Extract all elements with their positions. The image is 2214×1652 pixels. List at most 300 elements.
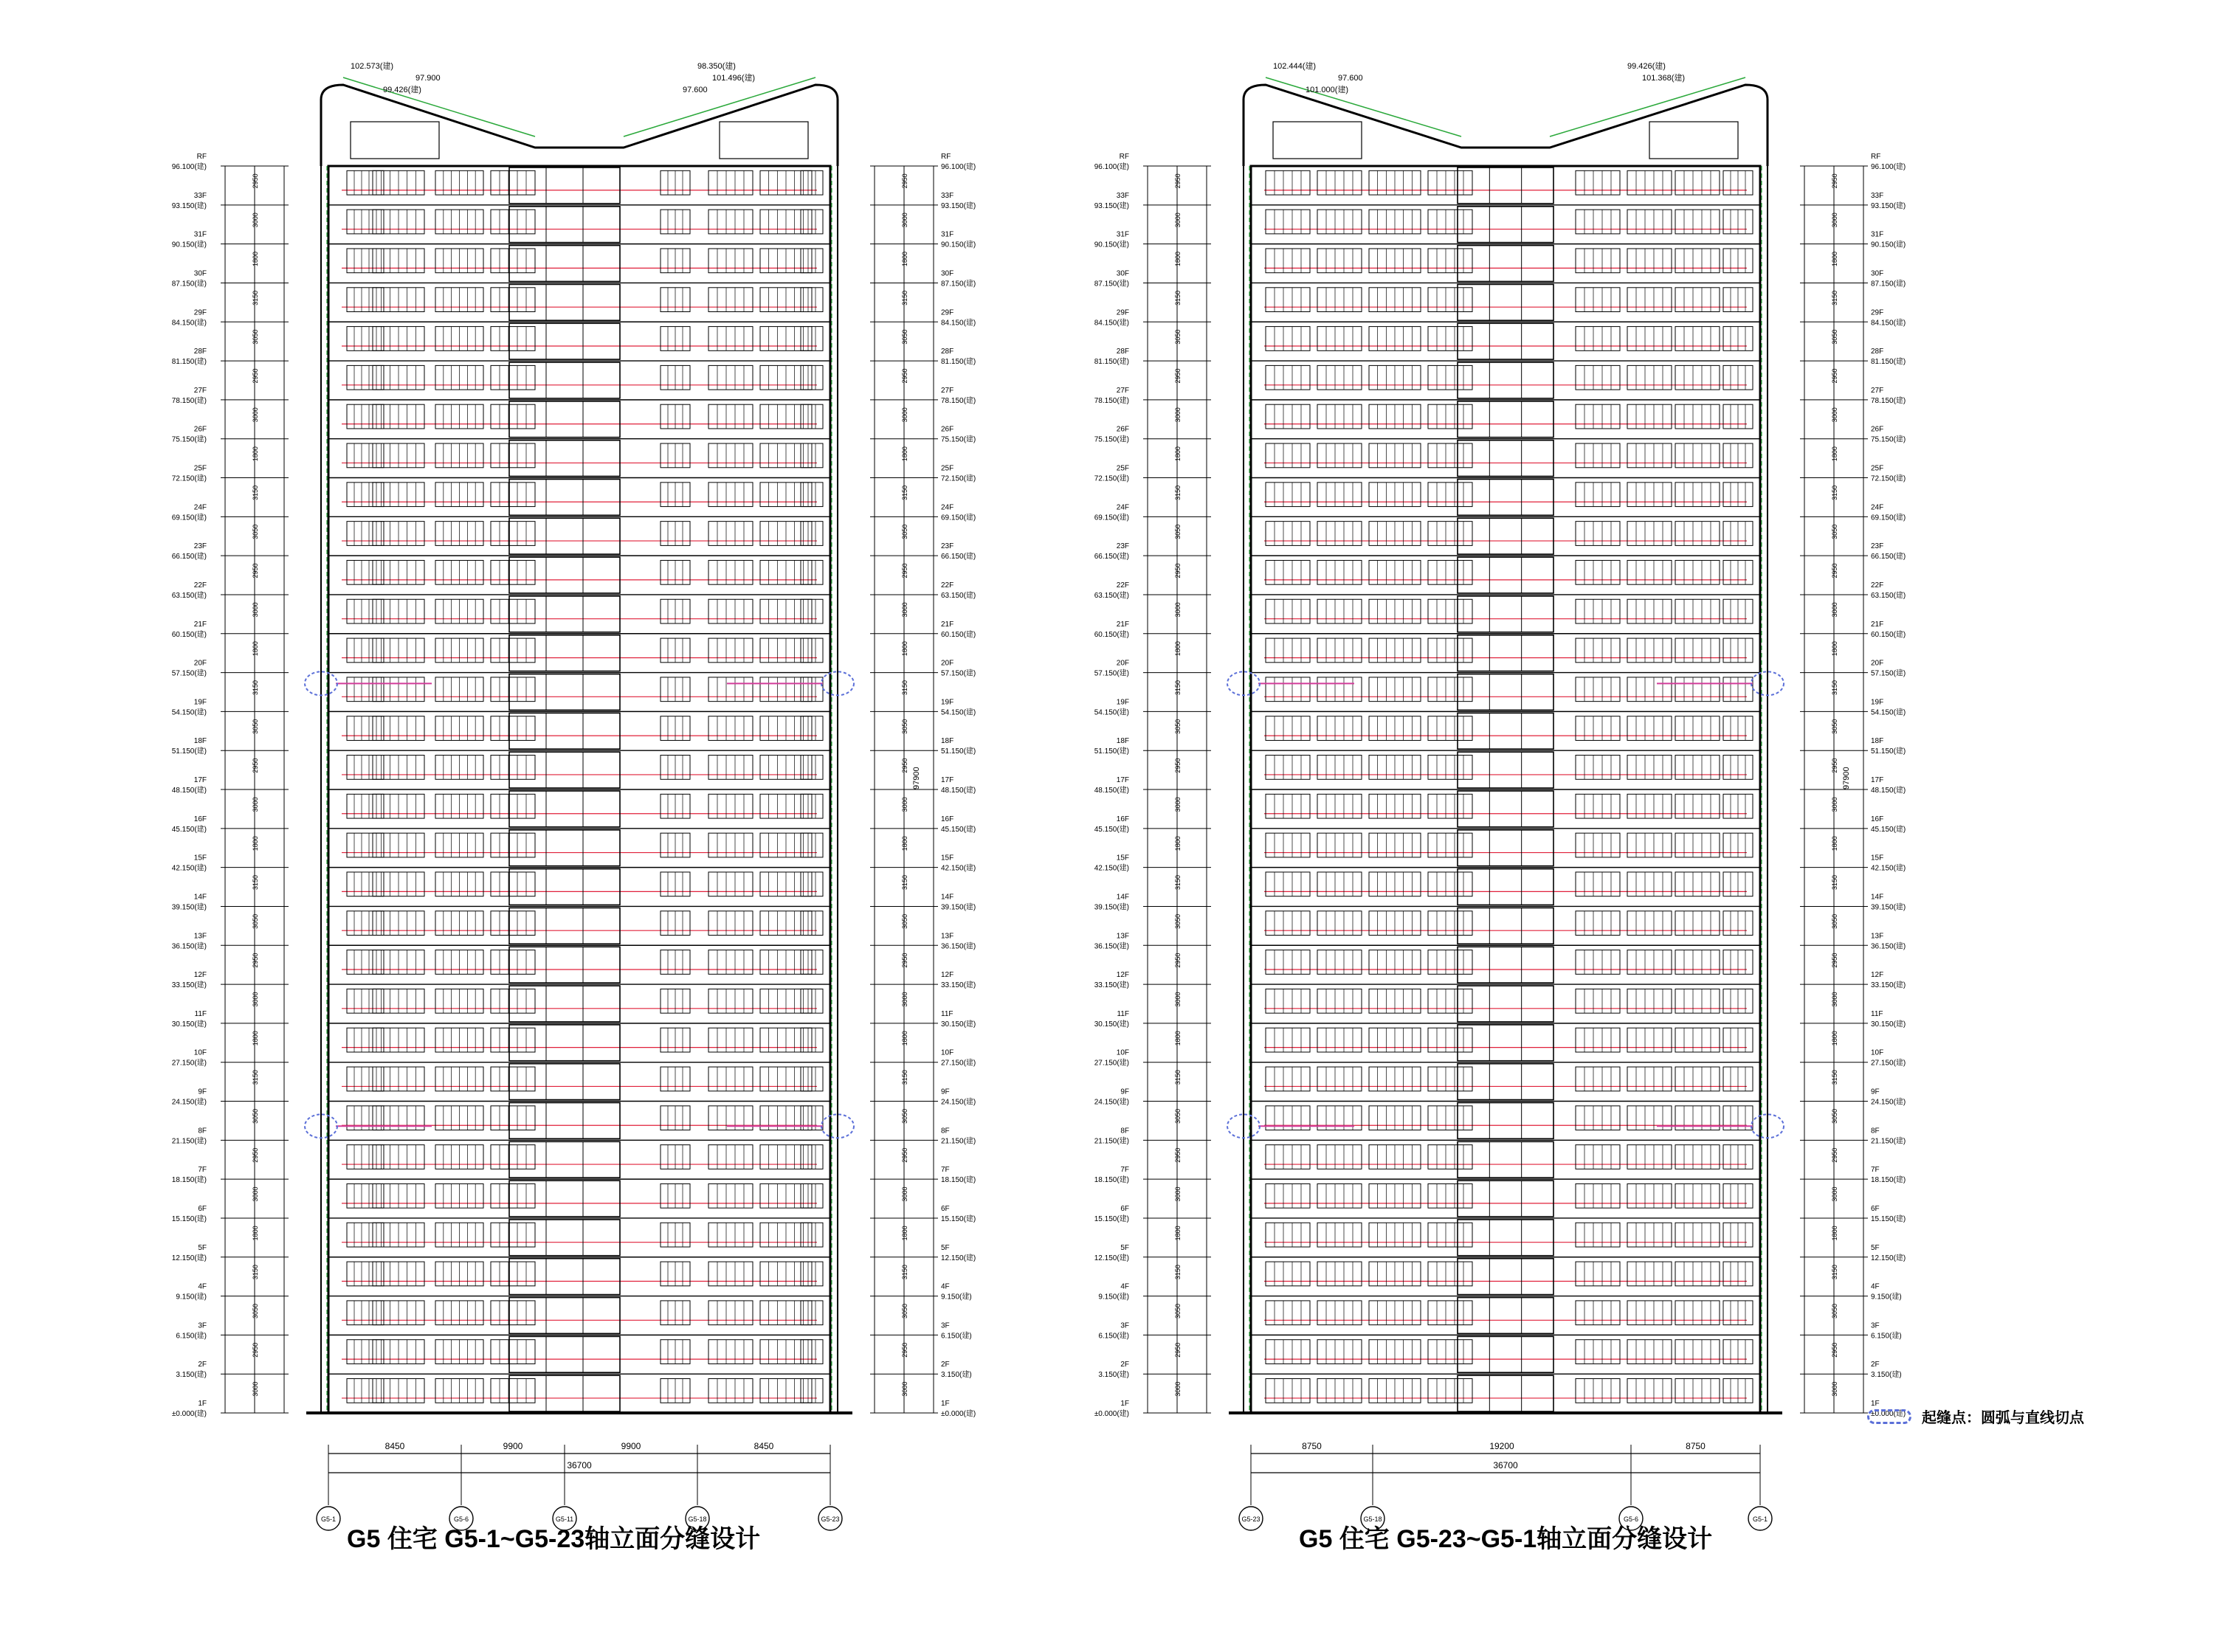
floor-name-label: 22F [941, 581, 954, 590]
roof-level-label: 99.426(建) [1627, 62, 1666, 71]
story-dim-label: 1800 [1174, 836, 1182, 851]
story-dim-label: 3050 [1831, 1303, 1838, 1319]
floor-elevation-label: 21.150(建) [1094, 1137, 1129, 1146]
floor-elevation-label: 21.150(建) [941, 1137, 976, 1146]
story-dim-label: 1800 [1831, 836, 1838, 851]
roof-parapet [321, 85, 838, 166]
story-dim-label: 2950 [252, 173, 259, 189]
window-unit [1675, 677, 1720, 702]
window-unit [491, 1223, 535, 1247]
window-unit [708, 522, 753, 546]
floor-elevation-label: ±0.000(建) [1871, 1410, 1906, 1418]
story-dim-label: 1800 [1831, 252, 1838, 267]
window-unit [491, 911, 535, 936]
story-dim-label: 3000 [1831, 602, 1838, 618]
bay-dim-label: 8450 [384, 1441, 405, 1451]
core-cell [509, 323, 620, 359]
floor-name-label: 8F [1871, 1127, 1880, 1136]
floor-elevation-label: 15.150(建) [171, 1214, 207, 1223]
roof-level-label: 97.900 [415, 74, 441, 83]
window-unit [1675, 716, 1720, 741]
floor-name-label: 6F [941, 1204, 950, 1213]
window-unit [491, 1262, 535, 1286]
floor-elevation-label: 42.150(建) [171, 864, 207, 873]
floor-elevation-label: 81.150(建) [1871, 358, 1906, 367]
window-unit [347, 833, 384, 857]
window-unit [1627, 950, 1672, 975]
window-unit [1428, 443, 1472, 468]
floor-elevation-label: 9.150(建) [941, 1293, 972, 1302]
window-unit [1675, 989, 1720, 1013]
floor-elevation-label: 6.150(建) [1098, 1332, 1129, 1341]
legend-label: 起缝点：圆弧与直线切点 [1922, 1410, 2084, 1426]
story-dim-label: 3000 [252, 992, 259, 1007]
window-unit [347, 443, 384, 468]
window-unit [1317, 443, 1362, 468]
floor-elevation-label: 90.150(建) [1871, 241, 1906, 249]
window-unit [491, 677, 535, 702]
window-unit [1627, 638, 1672, 663]
window-unit [1576, 1067, 1620, 1091]
floor-elevation-label: 63.150(建) [171, 591, 207, 600]
core-cell [509, 908, 620, 944]
floor-name-label: 18F [1871, 737, 1884, 746]
window-unit [1576, 1183, 1620, 1208]
window-unit [1576, 327, 1620, 351]
floor-elevation-label: 93.150(建) [941, 201, 976, 210]
floor-elevation-label: 54.150(建) [171, 708, 207, 717]
legend-dashed-swatch-icon [1867, 1409, 1911, 1424]
floor-elevation-label: 84.150(建) [1094, 319, 1129, 328]
window-unit [1428, 327, 1472, 351]
story-dim-label: 3000 [1831, 407, 1838, 423]
floor-elevation-label: 39.150(建) [1871, 903, 1906, 912]
story-dim-label: 3050 [901, 1108, 908, 1124]
window-unit [708, 1262, 753, 1286]
window-unit [1576, 833, 1620, 857]
window-unit [1428, 872, 1472, 896]
story-dim-label: 2950 [252, 563, 259, 578]
floor-name-label: 24F [1871, 503, 1884, 512]
roof-level-label: 99.426(建) [383, 86, 421, 94]
story-dim-label: 3150 [901, 875, 908, 891]
floor-name-label: 24F [1116, 503, 1129, 512]
floor-name-label: 1F [941, 1400, 950, 1408]
window-unit [1266, 249, 1310, 273]
core-cell [509, 284, 620, 320]
window-unit [708, 1145, 753, 1169]
window-unit [1317, 989, 1362, 1013]
window-unit [1576, 599, 1620, 623]
window-unit [347, 1379, 384, 1403]
window-unit [708, 210, 753, 234]
core-cell [509, 480, 620, 516]
floor-name-label: 12F [193, 971, 207, 980]
story-dim-label: 3050 [1831, 1108, 1838, 1124]
window-unit [1317, 522, 1362, 546]
roof-level-label: 101.000(建) [1306, 86, 1349, 94]
floor-name-label: 4F [1120, 1282, 1129, 1291]
window-unit [491, 1340, 535, 1364]
floor-elevation-label: 78.150(建) [171, 396, 207, 405]
window-unit [1428, 950, 1472, 975]
window-unit [1576, 1106, 1620, 1130]
window-unit [1266, 365, 1310, 390]
window-unit [1675, 638, 1720, 663]
window-unit [1317, 756, 1362, 780]
story-dim-label: 3000 [1174, 407, 1182, 423]
window-unit [1675, 365, 1720, 390]
floor-elevation-label: 69.150(建) [1871, 514, 1906, 522]
window-unit [347, 677, 384, 702]
story-dim-label: 3050 [252, 719, 259, 734]
roof-level-label: 101.368(建) [1642, 74, 1686, 83]
story-dim-label: 2950 [1831, 368, 1838, 384]
window-unit [491, 483, 535, 507]
window-unit [491, 599, 535, 623]
window-unit [1266, 872, 1310, 896]
story-dim-label: 2950 [901, 1342, 908, 1358]
story-dim-label: 3150 [1174, 1070, 1182, 1085]
floor-name-label: 15F [941, 854, 954, 863]
window-unit [347, 483, 384, 507]
story-dim-label: 2950 [1831, 173, 1838, 189]
axis-label: G5-6 [453, 1516, 469, 1523]
floor-elevation-label: ±0.000(建) [941, 1410, 976, 1418]
window-unit [1627, 1340, 1672, 1364]
story-dim-label: 2950 [1174, 953, 1182, 968]
floor-elevation-label: 60.150(建) [1094, 630, 1129, 639]
window-unit [1627, 1067, 1672, 1091]
story-dim-label: 3150 [901, 290, 908, 305]
window-unit [1675, 249, 1720, 273]
window-unit [1266, 483, 1310, 507]
window-unit [1428, 638, 1472, 663]
floor-name-label: 11F [1117, 1009, 1129, 1018]
window-unit [1576, 210, 1620, 234]
floor-name-label: RF [1119, 153, 1129, 161]
floor-name-label: 21F [193, 620, 207, 629]
floor-elevation-label: 21.150(建) [171, 1137, 207, 1146]
floor-name-label: 15F [1116, 854, 1129, 863]
window-unit [1266, 327, 1310, 351]
story-dim-label: 3150 [1831, 1070, 1838, 1085]
story-dim-label: 1800 [1174, 641, 1182, 657]
floor-name-label: 17F [941, 776, 954, 784]
window-unit [347, 1067, 384, 1091]
window-unit [1317, 483, 1362, 507]
window-unit [1266, 1028, 1310, 1052]
roof-box [720, 122, 808, 159]
floor-elevation-label: 51.150(建) [941, 747, 976, 756]
bay-dim-label: 9900 [621, 1441, 641, 1451]
floor-elevation-label: 39.150(建) [171, 903, 207, 912]
window-unit [1428, 1379, 1472, 1403]
floor-elevation-label: 24.150(建) [941, 1098, 976, 1107]
floor-name-label: 33F [941, 191, 954, 200]
floor-elevation-label: 3.150(建) [176, 1371, 207, 1380]
floor-name-label: 24F [193, 503, 207, 512]
window-unit [708, 756, 753, 780]
floor-name-label: 20F [1116, 659, 1129, 668]
floor-name-label: RF [941, 153, 951, 161]
story-dim-label: 3000 [901, 602, 908, 618]
window-unit [708, 1223, 753, 1247]
floor-elevation-label: 18.150(建) [941, 1176, 976, 1185]
window-unit [347, 756, 384, 780]
window-unit [1428, 365, 1472, 390]
floor-name-label: 1F [198, 1400, 207, 1408]
floor-elevation-label: 36.150(建) [941, 942, 976, 951]
roof-level-label: 97.600 [683, 86, 708, 94]
window-unit [1627, 483, 1672, 507]
bay-dim-label: 9900 [503, 1441, 523, 1451]
window-unit [1428, 833, 1472, 857]
window-unit [1576, 716, 1620, 741]
floor-elevation-label: 42.150(建) [1871, 864, 1906, 873]
window-unit [708, 1301, 753, 1325]
story-dim-label: 3000 [901, 407, 908, 423]
window-unit [1317, 288, 1362, 312]
floor-elevation-label: 24.150(建) [171, 1098, 207, 1107]
floor-elevation-label: 96.100(建) [1871, 163, 1906, 171]
core-cell [509, 1298, 620, 1334]
window-unit [1627, 249, 1672, 273]
window-unit [708, 989, 753, 1013]
floor-name-label: 25F [193, 464, 207, 473]
floor-name-label: 33F [1116, 191, 1129, 200]
floor-name-label: 26F [1871, 425, 1884, 434]
story-dim-label: 3050 [252, 329, 259, 345]
floor-elevation-label: 12.150(建) [941, 1254, 976, 1262]
roof-level-label: 97.600 [1338, 74, 1363, 83]
caption-right: G5 住宅 G5-23~G5-1轴立面分缝设计 [1299, 1525, 1713, 1553]
window-unit [1317, 365, 1362, 390]
floor-elevation-label: 66.150(建) [171, 553, 207, 561]
story-dim-label: 2950 [901, 563, 908, 578]
window-unit [1428, 170, 1472, 195]
axis-label: G5-1 [1752, 1516, 1768, 1523]
window-unit [1428, 716, 1472, 741]
window-unit [347, 249, 384, 273]
window-unit [491, 1067, 535, 1091]
window-unit [1266, 288, 1310, 312]
floor-elevation-label: 12.150(建) [1871, 1254, 1906, 1262]
story-dim-label: 3150 [252, 875, 259, 891]
core-cell [509, 1375, 620, 1411]
window-unit [1627, 1223, 1672, 1247]
window-unit [1627, 677, 1672, 702]
core-cell [509, 440, 620, 477]
floor-name-label: 21F [1871, 620, 1884, 629]
floor-elevation-label: 45.150(建) [941, 825, 976, 834]
floor-name-label: 8F [1120, 1127, 1129, 1136]
window-unit [1317, 170, 1362, 195]
window-unit [1627, 210, 1672, 234]
window-unit [491, 288, 535, 312]
story-dim-label: 2950 [1174, 758, 1182, 773]
floor-name-label: 29F [1116, 308, 1129, 317]
story-dim-label: 3050 [252, 1303, 259, 1319]
floor-elevation-label: 45.150(建) [1094, 825, 1129, 834]
story-dim-label: 3050 [1831, 329, 1838, 345]
floor-elevation-label: 42.150(建) [941, 864, 976, 873]
floor-name-label: 13F [193, 932, 207, 941]
window-unit [347, 716, 384, 741]
window-unit [1317, 1145, 1362, 1169]
window-unit [1266, 443, 1310, 468]
floor-name-label: RF [1871, 153, 1881, 161]
floor-name-label: 3F [941, 1321, 950, 1330]
floor-name-label: 28F [1871, 348, 1884, 356]
floor-elevation-label: 75.150(建) [941, 435, 976, 444]
window-unit [708, 599, 753, 623]
floor-name-label: 31F [1116, 230, 1129, 239]
floor-elevation-label: 27.150(建) [1871, 1059, 1906, 1068]
floor-elevation-label: 75.150(建) [171, 435, 207, 444]
floor-elevation-label: 48.150(建) [1871, 787, 1906, 795]
window-unit [1576, 365, 1620, 390]
floor-name-label: 16F [1116, 815, 1129, 823]
window-unit [708, 365, 753, 390]
floor-elevation-label: 18.150(建) [1871, 1176, 1906, 1185]
window-unit [1627, 170, 1672, 195]
floor-elevation-label: 3.150(建) [1098, 1371, 1129, 1380]
window-unit [1675, 1183, 1720, 1208]
window-unit [1576, 1379, 1620, 1403]
story-dim-label: 1800 [901, 252, 908, 267]
floor-elevation-label: 90.150(建) [1094, 241, 1129, 249]
story-dim-label: 3150 [252, 680, 259, 695]
floor-elevation-label: 75.150(建) [1094, 435, 1129, 444]
window-unit [1428, 1262, 1472, 1286]
window-unit [491, 716, 535, 741]
story-dim-label: 3000 [1831, 1186, 1838, 1202]
floor-name-label: 2F [198, 1361, 207, 1369]
floor-elevation-label: 51.150(建) [1094, 747, 1129, 756]
floor-name-label: 4F [941, 1282, 950, 1291]
window-unit [708, 404, 753, 429]
window-unit [1317, 950, 1362, 975]
floor-name-label: 12F [941, 971, 954, 980]
core-cell [509, 986, 620, 1022]
window-unit [1576, 522, 1620, 546]
core-cell [509, 596, 620, 632]
story-dim-label: 3050 [252, 913, 259, 929]
window-unit [1576, 170, 1620, 195]
floor-elevation-label: 24.150(建) [1094, 1098, 1129, 1107]
window-unit [1675, 560, 1720, 584]
floor-elevation-label: 81.150(建) [1094, 358, 1129, 367]
story-dim-label: 3050 [1831, 719, 1838, 734]
bay-dim-label: 8450 [753, 1441, 774, 1451]
story-dim-label: 1800 [901, 446, 908, 462]
floor-name-label: 2F [941, 1361, 950, 1369]
window-unit [1266, 911, 1310, 936]
story-dim-label: 3150 [1831, 875, 1838, 891]
floor-name-label: 20F [193, 659, 207, 668]
floor-name-label: 28F [193, 348, 207, 356]
window-unit [708, 170, 753, 195]
window-unit [708, 950, 753, 975]
window-unit [1317, 716, 1362, 741]
floor-elevation-label: 6.150(建) [941, 1332, 972, 1341]
floor-elevation-label: 36.150(建) [1094, 942, 1129, 951]
floor-elevation-label: 48.150(建) [941, 787, 976, 795]
floor-elevation-label: 48.150(建) [171, 787, 207, 795]
floor-name-label: 23F [1871, 542, 1884, 551]
window-unit [1317, 210, 1362, 234]
window-unit [1576, 911, 1620, 936]
window-unit [1627, 1379, 1672, 1403]
floor-name-label: 19F [193, 698, 207, 707]
floor-elevation-label: 27.150(建) [171, 1059, 207, 1068]
floor-elevation-label: 93.150(建) [1094, 201, 1129, 210]
story-dim-label: 1800 [1831, 446, 1838, 462]
window-unit [1627, 1145, 1672, 1169]
story-dim-label: 3050 [1174, 524, 1182, 539]
story-dim-label: 3050 [1174, 719, 1182, 734]
floor-name-label: 5F [941, 1243, 950, 1252]
floor-elevation-label: 12.150(建) [1094, 1254, 1129, 1262]
axis-label: G5-6 [1623, 1516, 1639, 1523]
story-dim-label: 3150 [1831, 680, 1838, 695]
window-unit [708, 288, 753, 312]
window-unit [1576, 872, 1620, 896]
window-unit [347, 989, 384, 1013]
window-unit [1266, 833, 1310, 857]
floor-elevation-label: 87.150(建) [1871, 280, 1906, 288]
window-unit [708, 327, 753, 351]
story-dim-label: 3150 [252, 1070, 259, 1085]
floor-elevation-label: 78.150(建) [941, 396, 976, 405]
floor-elevation-label: 57.150(建) [171, 669, 207, 678]
window-unit [347, 1145, 384, 1169]
floor-elevation-label: 72.150(建) [1094, 474, 1129, 483]
story-dim-label: 1800 [1174, 1031, 1182, 1046]
floor-elevation-label: 84.150(建) [171, 319, 207, 328]
story-dim-label: 3150 [1174, 875, 1182, 891]
floor-name-label: 18F [193, 737, 207, 746]
window-unit [1317, 677, 1362, 702]
window-unit [1675, 1145, 1720, 1169]
window-unit [1627, 872, 1672, 896]
bay-dim-label: 8750 [1686, 1441, 1706, 1451]
floor-name-label: 27F [1116, 386, 1129, 395]
floor-elevation-label: 9.150(建) [1871, 1293, 1902, 1302]
window-unit [1317, 1223, 1362, 1247]
window-unit [1266, 638, 1310, 663]
floor-name-label: 22F [1116, 581, 1129, 590]
axis-label: G5-18 [688, 1516, 707, 1523]
floor-elevation-label: 66.150(建) [1871, 553, 1906, 561]
story-dim-label: 2950 [901, 953, 908, 968]
window-unit [1266, 794, 1310, 818]
window-unit [1627, 1262, 1672, 1286]
window-unit [1576, 677, 1620, 702]
window-unit [1428, 522, 1472, 546]
roof-box [1649, 122, 1738, 159]
window-unit [1627, 989, 1672, 1013]
window-unit [1576, 483, 1620, 507]
window-unit [347, 950, 384, 975]
floor-name-label: 11F [1871, 1009, 1883, 1018]
floor-elevation-label: 84.150(建) [941, 319, 976, 328]
window-unit [1675, 1223, 1720, 1247]
story-dim-label: 3000 [252, 797, 259, 812]
story-dim-label: 3000 [1174, 602, 1182, 618]
story-dim-label: 3050 [901, 913, 908, 929]
